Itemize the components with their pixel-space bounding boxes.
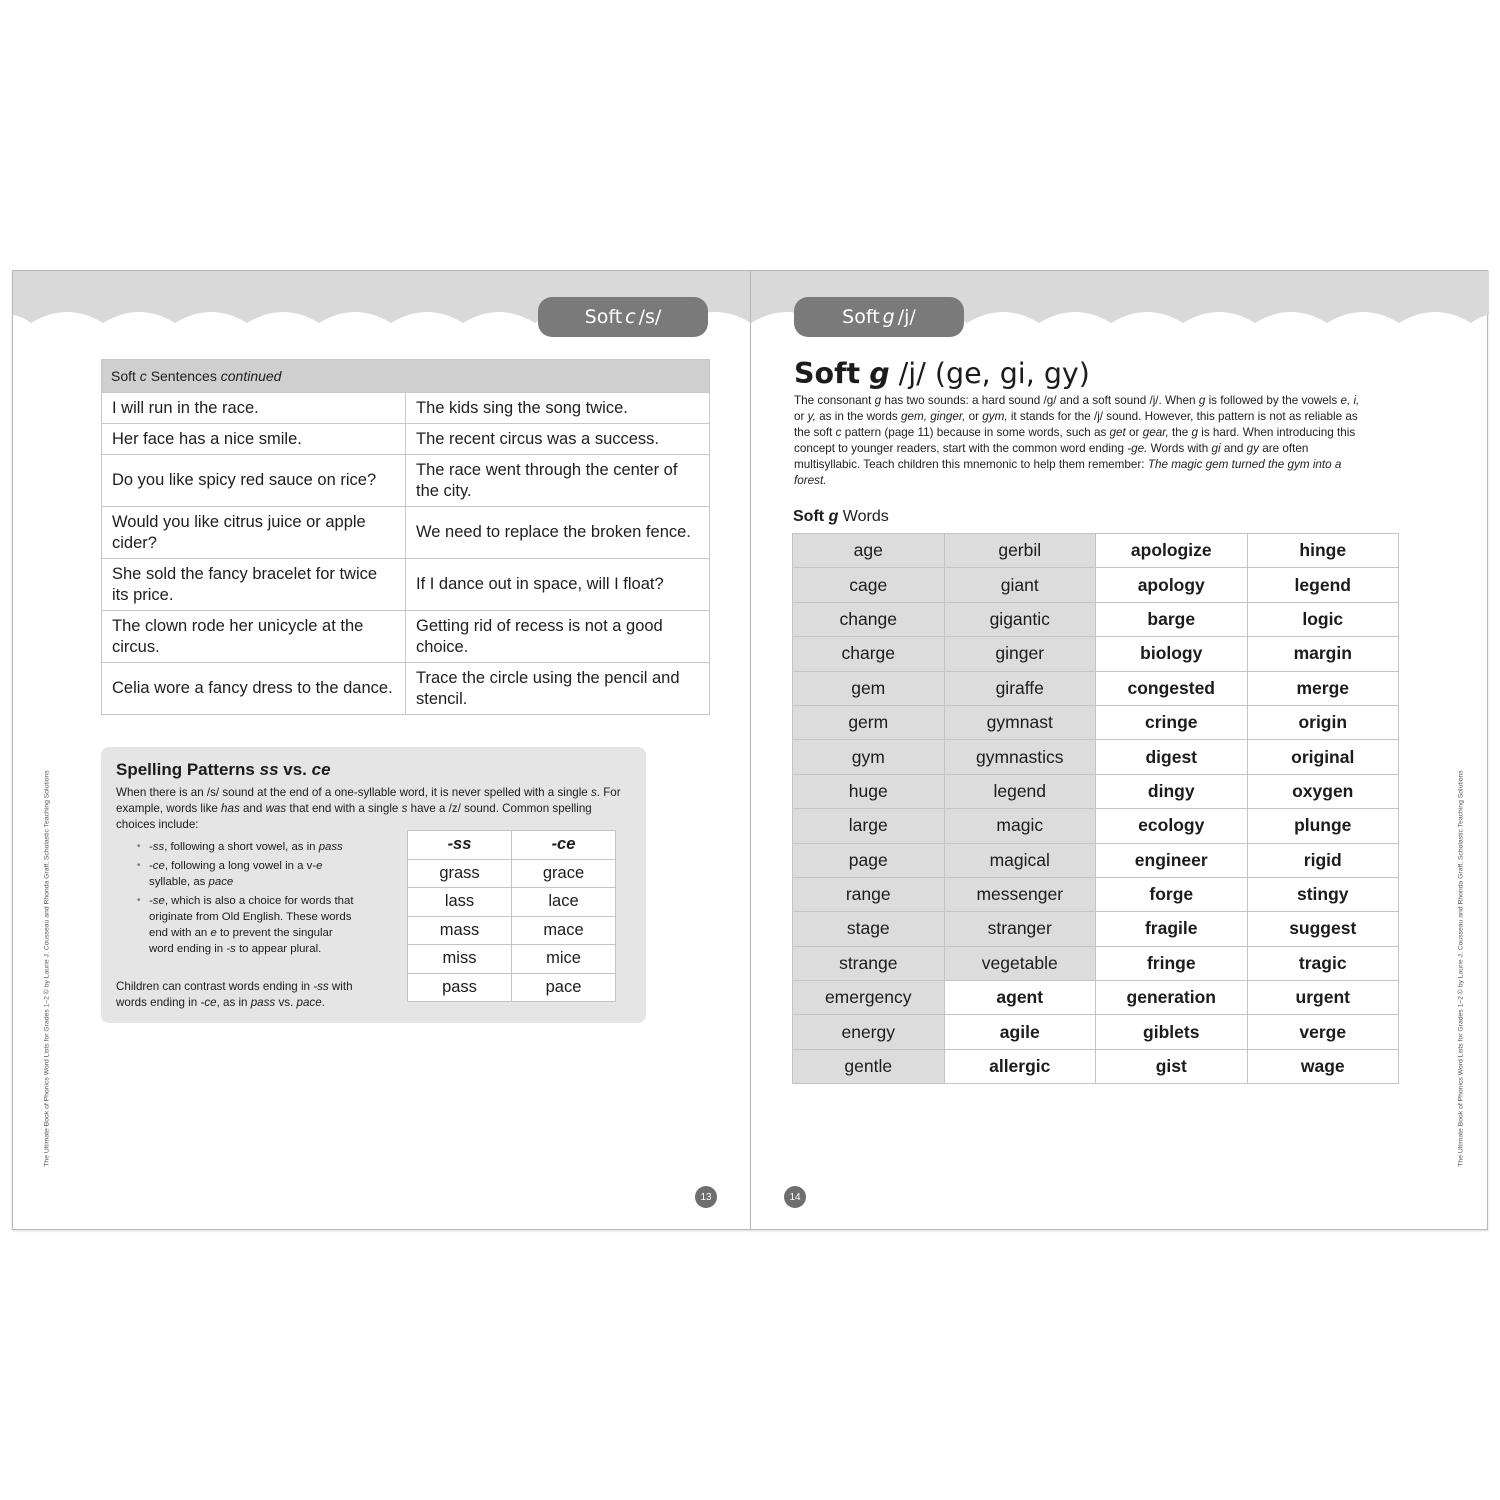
word-cell: gymnastics [944, 740, 1096, 774]
word-cell: gist [1096, 1049, 1248, 1083]
page-number: 13 [695, 1186, 717, 1208]
word-cell: agent [944, 981, 1096, 1015]
section-tab [794, 297, 964, 337]
table-row [793, 740, 1399, 774]
sentence-cell: Do you like spicy red sauce on rice? [102, 455, 406, 507]
word-cell: messenger [944, 877, 1096, 911]
words-label: Soft g Words [793, 508, 889, 525]
table-header-row [408, 831, 616, 860]
sentence-cell: The clown rode her unicycle at the circus. [102, 611, 406, 663]
word-cell: huge [793, 774, 945, 808]
word-cell: origin [1247, 705, 1399, 739]
word-cell: fragile [1096, 912, 1248, 946]
word-cell: mace [512, 916, 616, 945]
sentence-cell: Her face has a nice smile. [102, 424, 406, 455]
word-cell: magical [944, 843, 1096, 877]
word-cell: lace [512, 888, 616, 917]
word-cell: gym [793, 740, 945, 774]
word-cell: page [793, 843, 945, 877]
word-cell: grass [408, 859, 512, 888]
word-cell: dingy [1096, 774, 1248, 808]
word-cell: oxygen [1247, 774, 1399, 808]
word-cell: stage [793, 912, 945, 946]
table-row [793, 946, 1399, 980]
table-row [408, 973, 616, 1002]
word-cell: forge [1096, 877, 1248, 911]
table-row [793, 637, 1399, 671]
word-cell: energy [793, 1015, 945, 1049]
word-cell: emergency [793, 981, 945, 1015]
word-cell: logic [1247, 602, 1399, 636]
book-spread [12, 270, 1488, 1230]
left-page [13, 271, 751, 1229]
word-cell: congested [1096, 671, 1248, 705]
page-title: Soft g /j/ (ge, gi, gy) [794, 357, 1090, 390]
word-cell: pace [512, 973, 616, 1002]
section-tab [538, 297, 708, 337]
soft-g-words-table [792, 533, 1399, 1084]
word-cell: giant [944, 568, 1096, 602]
sentence-cell: We need to replace the broken fence. [406, 507, 710, 559]
word-cell: ginger [944, 637, 1096, 671]
word-cell: ecology [1096, 809, 1248, 843]
word-cell: apology [1096, 568, 1248, 602]
tab-text: Soft [842, 306, 880, 328]
word-cell: lass [408, 888, 512, 917]
word-cell: barge [1096, 602, 1248, 636]
spelling-patterns-box [101, 747, 646, 1023]
word-cell: tragic [1247, 946, 1399, 980]
sentence-cell: The recent circus was a success. [406, 424, 710, 455]
table-row [793, 843, 1399, 877]
right-page [751, 271, 1489, 1229]
word-cell: digest [1096, 740, 1248, 774]
word-cell: magic [944, 809, 1096, 843]
table-row [793, 671, 1399, 705]
tab-sound: /j/ [897, 306, 916, 328]
sentence-cell: The kids sing the song twice. [406, 393, 710, 424]
word-cell: original [1247, 740, 1399, 774]
table-row [408, 859, 616, 888]
tab-letter: g [882, 306, 895, 328]
page-number: 14 [784, 1186, 806, 1208]
word-cell: agile [944, 1015, 1096, 1049]
word-cell: gerbil [944, 534, 1096, 568]
word-cell: gymnast [944, 705, 1096, 739]
tab-letter: c [625, 306, 636, 328]
word-cell: gem [793, 671, 945, 705]
word-cell: giraffe [944, 671, 1096, 705]
word-cell: miss [408, 945, 512, 974]
list-item: • -se, which is also a choice for words that originate from Old English. These words end with an e to prevent the singular word ending in -s to appear plural. [137, 893, 355, 957]
table-row [793, 705, 1399, 739]
table-row [102, 611, 710, 663]
word-cell: verge [1247, 1015, 1399, 1049]
sentences-table [101, 359, 710, 715]
word-cell: change [793, 602, 945, 636]
table-row [793, 1049, 1399, 1083]
word-cell: stingy [1247, 877, 1399, 911]
word-cell: charge [793, 637, 945, 671]
table-row [102, 393, 710, 424]
tab-sound: /s/ [638, 306, 662, 328]
word-cell: vegetable [944, 946, 1096, 980]
word-cell: stranger [944, 912, 1096, 946]
word-cell: merge [1247, 671, 1399, 705]
table-row [793, 877, 1399, 911]
word-cell: legend [944, 774, 1096, 808]
spelling-title: Spelling Patterns ss vs. ce [116, 760, 331, 779]
column-header: -ss [408, 831, 512, 860]
sentence-cell: Celia wore a fancy dress to the dance. [102, 663, 406, 715]
table-row [793, 568, 1399, 602]
word-cell: wage [1247, 1049, 1399, 1083]
table-header: Soft c Sentences continued [102, 360, 710, 393]
list-item: • -ss, following a short vowel, as in pass [137, 839, 355, 855]
sentence-cell: The race went through the center of the city. [406, 455, 710, 507]
table-row [408, 916, 616, 945]
word-cell: apologize [1096, 534, 1248, 568]
word-cell: biology [1096, 637, 1248, 671]
table-header-row [102, 360, 710, 393]
spelling-closing: Children can contrast words ending in -ss with words ending in -ce, as in pass vs. pace. [116, 980, 353, 1009]
word-cell: rigid [1247, 843, 1399, 877]
table-row [793, 809, 1399, 843]
word-cell: hinge [1247, 534, 1399, 568]
table-row [793, 774, 1399, 808]
word-cell: pass [408, 973, 512, 1002]
table-row [793, 534, 1399, 568]
sentence-cell: Trace the circle using the pencil and stencil. [406, 663, 710, 715]
word-cell: gigantic [944, 602, 1096, 636]
ss-ce-table [407, 830, 616, 1002]
word-cell: urgent [1247, 981, 1399, 1015]
table-row [102, 559, 710, 611]
spelling-intro: When there is an /s/ sound at the end of a one-syllable word, it is never spelled with a single s. For example, words like has and was that end with a single s have a /z/ sound. Common spelling choices include: [116, 786, 621, 831]
table-row [102, 455, 710, 507]
table-row [408, 888, 616, 917]
word-cell: range [793, 877, 945, 911]
word-cell: grace [512, 859, 616, 888]
word-cell: mice [512, 945, 616, 974]
table-row [102, 663, 710, 715]
word-cell: allergic [944, 1049, 1096, 1083]
copyright-runner: The Ultimate Book of Phonics Word Lists for Grades 1–2 © by Laurie J. Cousseau and Rhonda Graff, Scholastic Teaching Solutions [1457, 770, 1465, 1167]
copyright-runner: The Ultimate Book of Phonics Word Lists for Grades 1–2 © by Laurie J. Cousseau and Rhonda Graff, Scholastic Teaching Solutions [43, 770, 51, 1167]
table-row [102, 424, 710, 455]
table-row [793, 602, 1399, 636]
word-cell: strange [793, 946, 945, 980]
spelling-list [137, 839, 355, 960]
word-cell: suggest [1247, 912, 1399, 946]
table-row [102, 507, 710, 559]
word-cell: legend [1247, 568, 1399, 602]
word-cell: age [793, 534, 945, 568]
tab-text: Soft [584, 306, 623, 328]
word-cell: plunge [1247, 809, 1399, 843]
word-cell: giblets [1096, 1015, 1248, 1049]
sentence-cell: Would you like citrus juice or apple cider? [102, 507, 406, 559]
word-cell: mass [408, 916, 512, 945]
table-row [408, 945, 616, 974]
sentence-cell: I will run in the race. [102, 393, 406, 424]
word-cell: engineer [1096, 843, 1248, 877]
intro-paragraph: The consonant g has two sounds: a hard sound /g/ and a soft sound /j/. When g is followed by the vowels e, i, or y, as in the words gem, ginger, or gym, it stands for the /j/ sound. However, this pattern is not as reliable as the soft c pattern (page 11) because in some words, such as get or gear, the g is hard. When introducing this concept to younger readers, start with the common word ending -ge. Words with gi and gy are often multisyllabic. Teach children this mnemonic to help them remember: The magic gem turned the gym into a forest. [794, 394, 1360, 487]
table-row [793, 912, 1399, 946]
word-cell: large [793, 809, 945, 843]
sentence-cell: Getting rid of recess is not a good choice. [406, 611, 710, 663]
table-row [793, 981, 1399, 1015]
word-cell: cringe [1096, 705, 1248, 739]
word-cell: gentle [793, 1049, 945, 1083]
word-cell: generation [1096, 981, 1248, 1015]
list-item: • -ce, following a long vowel in a v-e syllable, as pace [137, 858, 355, 890]
table-row [793, 1015, 1399, 1049]
column-header: -ce [512, 831, 616, 860]
sentence-cell: If I dance out in space, will I float? [406, 559, 710, 611]
word-cell: margin [1247, 637, 1399, 671]
word-cell: germ [793, 705, 945, 739]
word-cell: cage [793, 568, 945, 602]
word-cell: fringe [1096, 946, 1248, 980]
sentence-cell: She sold the fancy bracelet for twice its price. [102, 559, 406, 611]
